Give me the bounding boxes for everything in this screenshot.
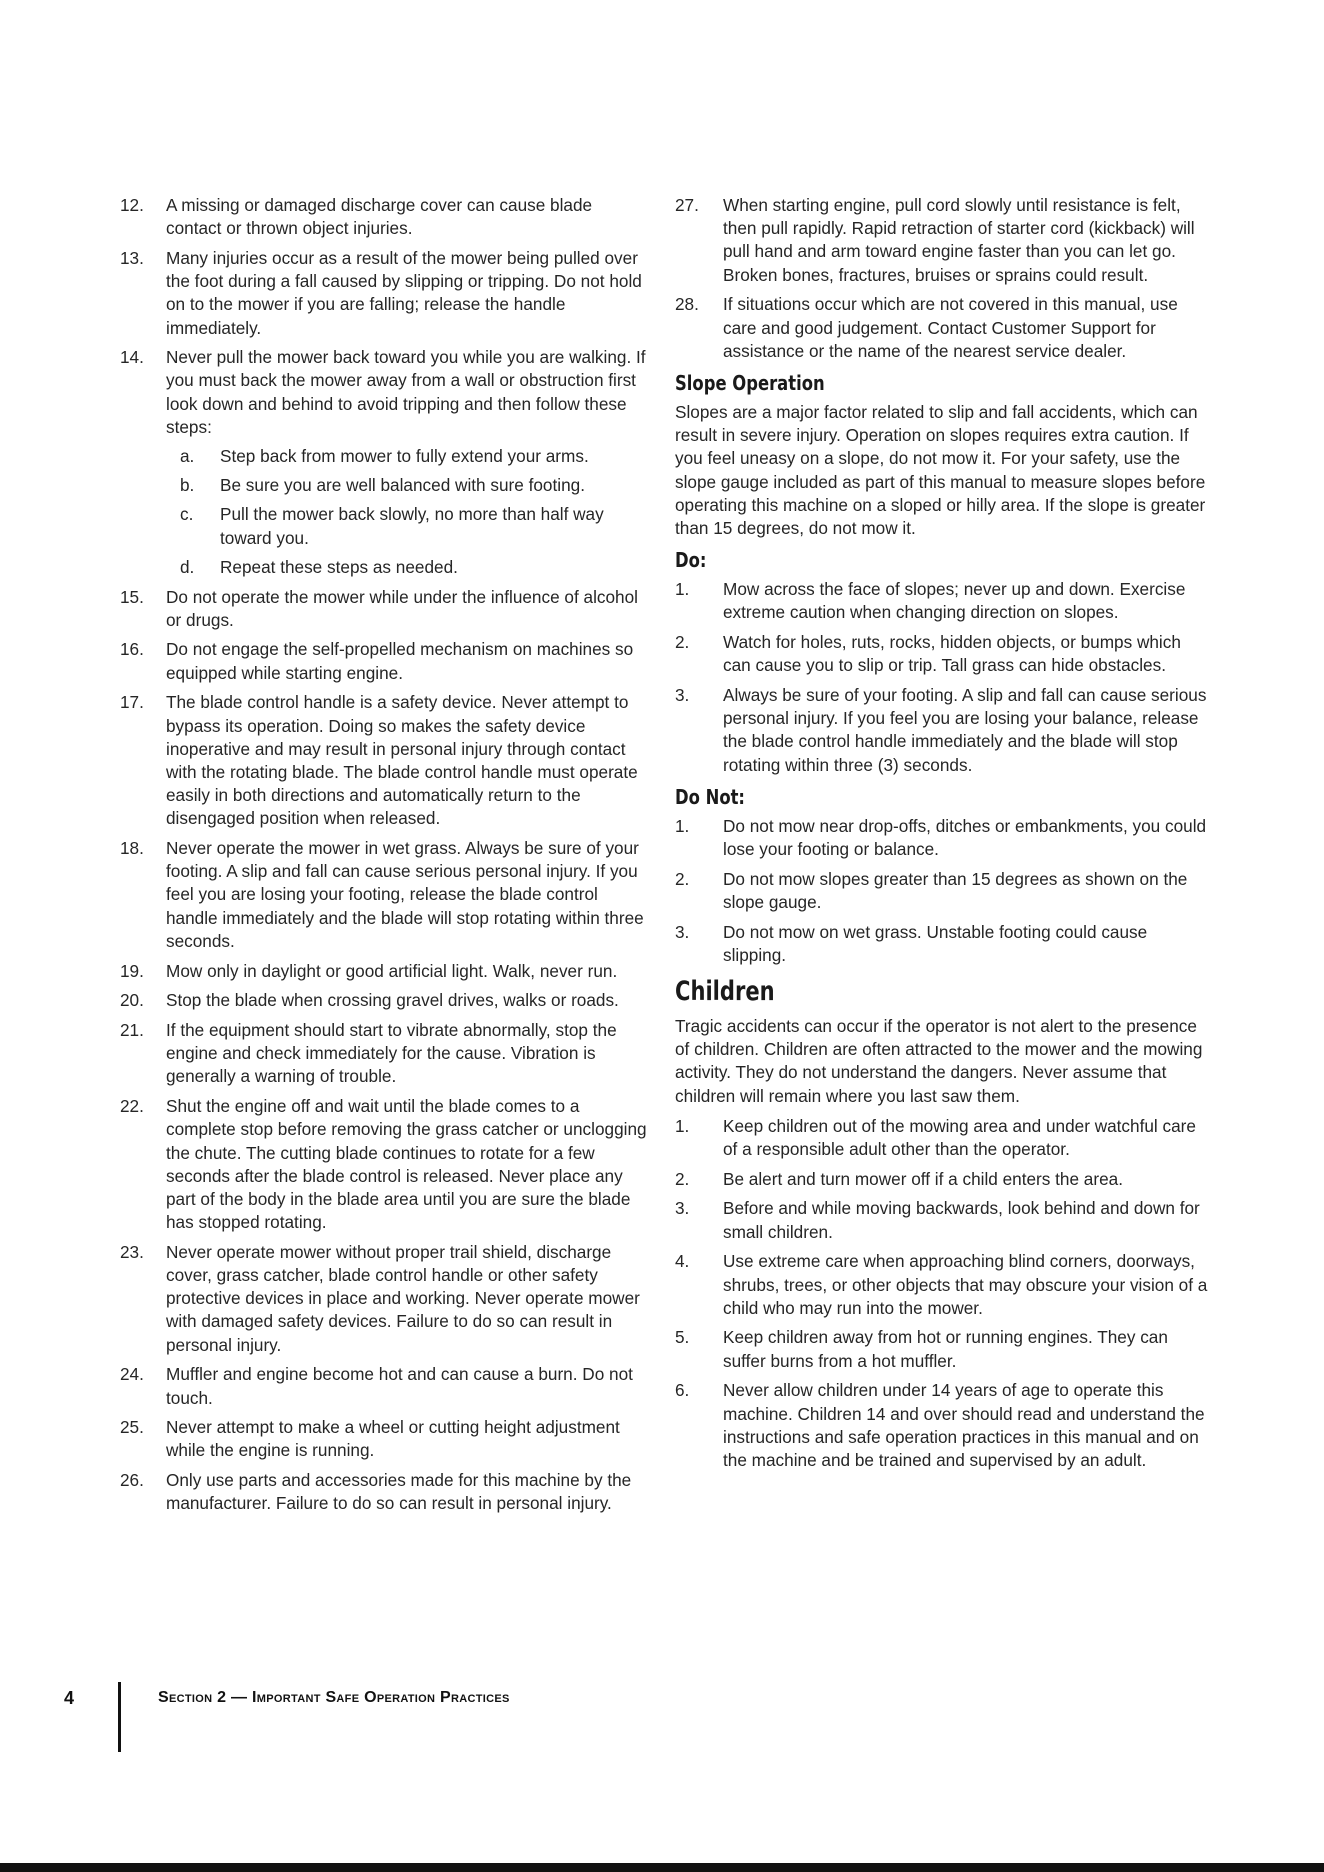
item-number: 21. (120, 1020, 144, 1040)
page-footer (64, 1680, 764, 1750)
item-number: 3. (675, 684, 690, 705)
item-number: 20. (120, 990, 144, 1011)
step-item (166, 503, 650, 549)
item-number: 2. (675, 1168, 690, 1189)
list-item (120, 1363, 650, 1409)
item-text: The blade control handle is a safety device. Never attempt to bypass its operation. Doing so makes the safety device inoperative and may result in personal injury through contact with the rotating blade. The blade control handle must operate easily in both directions and automatically return to the disengaged position when released. (166, 692, 638, 829)
item-number: 1. (675, 579, 690, 600)
list-item (120, 837, 650, 953)
list-item (675, 921, 1213, 967)
slope-intro: Slopes are a major factor related to slip and fall accidents, which can result in severe injury. Operation on slopes requires extra caution. If you feel uneasy on a slope, do not mow it. For your safety, use the slope gauge included as part of this manual to measure slopes before operating this machine on a sloped or hilly area. If the slope is greater than 15 degrees, do not mow it. (675, 401, 1206, 538)
list-item (675, 631, 1213, 677)
list-item (675, 578, 1213, 624)
list-item (120, 586, 650, 632)
item-text: Stop the blade when crossing gravel drives, walks or roads. (166, 990, 619, 1011)
item-number: 4. (675, 1251, 690, 1272)
item-text: Use extreme care when approaching blind corners, doorways, shrubs, trees, or other objects that may obscure your vision of a child who may run into the mower. (723, 1251, 1208, 1318)
item-number: 1. (675, 815, 690, 836)
list-item (120, 1019, 650, 1089)
list-item (120, 1469, 650, 1515)
item-text: Do not mow slopes greater than 15 degrees as shown on the slope gauge. (723, 868, 1188, 912)
item-number: 26. (120, 1470, 144, 1491)
list-item (675, 815, 1213, 861)
item-text: Keep children away from hot or running engines. They can suffer burns from a hot muffler. (723, 1327, 1168, 1371)
item-text: Never pull the mower back toward you while you are walking. If you must back the mower away from a wall or obstruction first look down and behind to avoid tripping and then follow these steps: (166, 347, 646, 437)
item-text: Many injuries occur as a result of the mower being pulled over the foot during a fall caused by slipping or tripping. Do not hold on to the mower if you are falling; release the handle immediately. (166, 247, 642, 338)
list-item (675, 684, 1213, 777)
item-number: 22. (120, 1096, 144, 1117)
item-number: 19. (120, 960, 144, 981)
children-heading: Children (675, 975, 775, 1007)
list-item (120, 346, 650, 579)
list-item (675, 1115, 1213, 1161)
item-text: Before and while moving backwards, look behind and down for small children. (723, 1198, 1200, 1242)
slope-operation-heading: Slope Operation (675, 370, 825, 395)
item-text: Never operate mower without proper trail shield, discharge cover, grass catcher, blade control handle or other safety protective devices in place and working. Never operate mower with damaged safety devices. Failure to do so can result in personal injury. (166, 1241, 640, 1355)
item-number: 16. (120, 639, 144, 660)
item-text: A missing or damaged discharge cover can cause blade contact or thrown object injuries. (166, 195, 593, 239)
list-item (675, 1250, 1213, 1320)
item-text: Never operate the mower in wet grass. Always be sure of your footing. A slip and fall can cause serious personal injury. If you feel you are losing your footing, release the blade control handle immediately and the blade will stop rotating within three seconds. (166, 838, 644, 951)
step-text: Pull the mower back slowly, no more than half way toward you. (220, 504, 604, 548)
list-item (675, 194, 1213, 287)
children-intro: Tragic accidents can occur if the operator is not alert to the presence of children. Children are often attracted to the mower and the mowing activity. They do not understand the dangers. Never assume that children will remain where you last saw them. (675, 1015, 1203, 1106)
item-number: 2. (675, 632, 690, 653)
list-item (675, 1168, 1213, 1191)
item-text: Never allow children under 14 years of age to operate this machine. Children 14 and over should read and understand the instructions and safe operation practices in this manual and on the machine and be trained and supervised by an adult. (723, 1380, 1205, 1470)
list-item (675, 1379, 1213, 1472)
item-number: 5. (675, 1327, 690, 1348)
item-number: 13. (120, 247, 144, 268)
item-number: 25. (120, 1417, 144, 1438)
item-number: 1. (675, 1115, 690, 1136)
item-number: 2. (675, 868, 690, 889)
list-item (120, 1416, 650, 1462)
list-item (675, 293, 1213, 363)
item-number: 17. (120, 692, 144, 713)
step-text: Be sure you are well balanced with sure footing. (220, 475, 585, 496)
item-text: Always be sure of your footing. A slip and fall can cause serious personal injury. If you feel you are losing your balance, release the blade control handle immediately and the blade will stop rotating within three (3) seconds. (723, 684, 1207, 775)
item-text: When starting engine, pull cord slowly until resistance is felt, then pull rapidly. Rapid retraction of starter cord (kickback) will pull hand and arm toward engine faster than you can let go. Broken bones, fractures, bruises or sprains could result. (723, 195, 1195, 285)
item-text: Watch for holes, ruts, rocks, hidden objects, or bumps which can cause you to slip or trip. Tall grass can hide obstacles. (723, 632, 1181, 676)
step-item (166, 556, 650, 579)
item-number: 28. (675, 294, 699, 315)
step-item (166, 474, 650, 497)
footer-divider (118, 1682, 121, 1752)
step-letter: d. (180, 556, 195, 577)
list-item (120, 638, 650, 684)
item-number: 27. (675, 195, 699, 215)
item-number: 24. (120, 1364, 144, 1385)
right-column (675, 194, 1213, 1479)
step-letter: c. (180, 504, 194, 525)
item-number: 14. (120, 347, 144, 368)
list-item (675, 868, 1213, 914)
item-text: Shut the engine off and wait until the blade comes to a complete stop before removing the grass catcher or unclogging the chute. The cutting blade continues to rotate for a few seconds after the blade control is released. Never place any part of the body in the blade area until you are sure the blade has stopped rotating. (166, 1096, 647, 1233)
item-number: 23. (120, 1241, 144, 1262)
item-number: 3. (675, 1198, 690, 1219)
item-text: If the equipment should start to vibrate abnormally, stop the engine and check immediately for the cause. Vibration is generally a warning of trouble. (166, 1020, 617, 1087)
page-number: 4 (64, 1688, 75, 1708)
list-item (120, 194, 650, 240)
item-text: If situations occur which are not covered in this manual, use care and good judgement. Contact Customer Support for assistance or the name of the nearest service dealer. (723, 294, 1178, 361)
step-letter: b. (180, 475, 195, 496)
item-number: 3. (675, 921, 690, 942)
item-body (166, 346, 650, 579)
list-item (120, 960, 650, 983)
list-item (120, 1095, 650, 1234)
item-number: 15. (120, 586, 144, 607)
item-text: Never attempt to make a wheel or cutting height adjustment while the engine is running. (166, 1417, 620, 1461)
item-text: Only use parts and accessories made for this machine by the manufacturer. Failure to do so can result in personal injury. (166, 1470, 632, 1514)
do-not-heading: Do Not: (675, 784, 745, 809)
item-text: Be alert and turn mower off if a child enters the area. (723, 1168, 1123, 1189)
item-number: 6. (675, 1380, 690, 1401)
section-title: Section 2 — Important Safe Operation Practices (158, 1689, 510, 1706)
item-text: Keep children out of the mowing area and under watchful care of a responsible adult other than the operator. (723, 1115, 1196, 1159)
list-item (120, 691, 650, 830)
step-letter: a. (180, 446, 195, 467)
list-item (675, 1326, 1213, 1372)
item-text: Mow across the face of slopes; never up and down. Exercise extreme caution when changing direction on slopes. (723, 579, 1186, 623)
step-item (166, 445, 650, 468)
bottom-edge-band (0, 1863, 1324, 1872)
list-item (675, 1197, 1213, 1243)
list-item (120, 247, 650, 340)
item-text: Do not mow on wet grass. Unstable footing could cause slipping. (723, 921, 1148, 965)
left-column (120, 194, 650, 1522)
item-text: Do not mow near drop-offs, ditches or embankments, you could lose your footing or balance. (723, 815, 1207, 859)
list-item (120, 989, 650, 1012)
item-number: 18. (120, 838, 144, 859)
item-text: Mow only in daylight or good artificial light. Walk, never run. (166, 960, 618, 981)
item-text: Do not engage the self-propelled mechanism on machines so equipped while starting engine. (166, 639, 634, 683)
step-text: Step back from mower to fully extend your arms. (220, 446, 589, 467)
list-item (120, 1241, 650, 1357)
item-text: Do not operate the mower while under the influence of alcohol or drugs. (166, 586, 638, 630)
do-heading: Do: (675, 548, 707, 573)
item-number: 12. (120, 195, 144, 215)
item-text: Muffler and engine become hot and can cause a burn. Do not touch. (166, 1364, 633, 1408)
step-text: Repeat these steps as needed. (220, 556, 458, 577)
